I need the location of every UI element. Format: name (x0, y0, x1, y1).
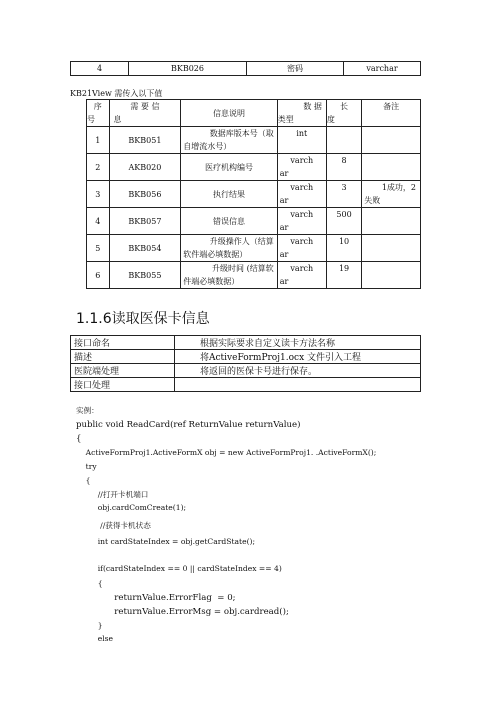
code-line: obj.cardComCreate(1); (76, 503, 187, 512)
cell-code: BKB055 (109, 262, 181, 289)
code-line: public void ReadCard(ref ReturnValue returnValue) (76, 420, 301, 430)
iface-key: 描述 (71, 350, 175, 364)
cell-desc-line: 软件端必填数据） (183, 250, 248, 259)
top-cell-desc: 密码 (247, 62, 344, 76)
code-comment: //打开卡机端口 (76, 490, 149, 499)
top-table (70, 61, 421, 76)
cell-desc-line: 错误信息 (213, 216, 245, 226)
cell-desc-line: 执行结果 (213, 189, 245, 199)
code-line: { (76, 579, 103, 588)
code-line: { (76, 476, 91, 485)
example-label: 实例： (76, 406, 99, 415)
header-type-line1: 数 据 (303, 102, 322, 111)
params-table (86, 99, 421, 289)
top-cell-code: BKB026 (129, 62, 247, 76)
cell-desc-line: 升级时间 (结算软 (212, 264, 274, 273)
cell-len: 10 (326, 235, 361, 262)
code-line: if(cardStateIndex == 0 || cardStateIndex == 4) (76, 564, 282, 573)
code-line: { (76, 434, 82, 444)
table-caption: KB21View 需传入以下值 (70, 89, 163, 98)
top-cell-no: 4 (71, 62, 129, 76)
section-title: 1.1.6读取医保卡信息 (76, 311, 210, 327)
cell-code: BKB056 (109, 181, 181, 208)
cell-no: 2 (87, 154, 110, 181)
code-line: try (76, 462, 97, 471)
iface-key: 医院端处理 (71, 364, 175, 378)
table-row (87, 181, 421, 208)
code-line: returnValue.ErrorFlag = 0; (76, 593, 236, 603)
cell-len (326, 127, 361, 154)
iface-row (71, 336, 421, 350)
cell-type-line: varch (290, 237, 314, 246)
iface-key: 接口处理 (71, 378, 175, 392)
iface-row (71, 364, 421, 378)
cell-desc (181, 154, 277, 181)
cell-type (277, 154, 326, 181)
cell-no: 1 (87, 127, 110, 154)
cell-type-line: ar (279, 223, 289, 232)
table-row (87, 262, 421, 289)
code-line: else (76, 634, 114, 643)
cell-note (362, 208, 421, 235)
cell-desc-line: 自增流水号） (183, 142, 232, 151)
table-row (87, 208, 421, 235)
header-desc: 信息说明 (181, 100, 277, 127)
cell-desc-line: 件端必填数据） (183, 277, 240, 286)
cell-desc (181, 235, 277, 262)
cell-desc-line: 升级操作人（结算 (209, 237, 274, 246)
cell-len: 3 (326, 181, 361, 208)
cell-no: 5 (87, 235, 110, 262)
code-line: returnValue.ErrorMsg = obj.cardread(); (76, 607, 289, 617)
table-body (87, 127, 421, 289)
cell-type-line: ar (279, 250, 289, 259)
cell-type (277, 208, 326, 235)
iface-value: 根据实际要求自定义读卡方法名称 (175, 336, 421, 350)
code-comment: //获得卡机状态 (76, 521, 151, 530)
cell-no: 3 (87, 181, 110, 208)
cell-no: 4 (87, 208, 110, 235)
table-row (87, 127, 421, 154)
cell-type-line: varch (290, 210, 314, 219)
header-no-line1: 序 (93, 102, 102, 111)
header-no (87, 100, 110, 127)
cell-len: 500 (326, 208, 361, 235)
header-code (109, 100, 181, 127)
header-code-line2: 息 (113, 115, 122, 124)
cell-note (362, 181, 421, 208)
header-type-line2: 类型 (277, 115, 294, 124)
cell-type-line: ar (279, 277, 289, 286)
table-header-row (87, 100, 421, 127)
cell-desc (181, 127, 277, 154)
cell-type-line: varch (290, 183, 314, 192)
cell-note (362, 262, 421, 289)
header-type (277, 100, 326, 127)
iface-key: 接口命名 (71, 336, 175, 350)
iface-row (71, 350, 421, 364)
cell-code: AKB020 (109, 154, 181, 181)
code-line: } (76, 621, 103, 630)
interface-table (70, 335, 421, 392)
header-no-line2: 号 (87, 115, 95, 124)
header-len (326, 100, 361, 127)
cell-desc (181, 181, 277, 208)
table-row (87, 154, 421, 181)
cell-desc (181, 262, 277, 289)
iface-value: 将ActiveFormProj1.ocx 文件引入工程 (175, 350, 421, 364)
cell-code: BKB054 (109, 235, 181, 262)
header-note: 备注 (362, 100, 421, 127)
header-code-line1: 需 要 信 (130, 102, 160, 111)
cell-type-line: ar (279, 169, 289, 178)
cell-type-line: varch (290, 264, 314, 273)
table-row (87, 235, 421, 262)
cell-type-line: int (296, 129, 308, 138)
iface-value (175, 378, 421, 392)
cell-type (277, 181, 326, 208)
code-line: int cardStateIndex = obj.getCardState(); (76, 537, 256, 546)
top-cell-type: varchar (344, 62, 421, 76)
cell-note (362, 235, 421, 262)
cell-code: BKB057 (109, 208, 181, 235)
cell-desc-line: 数据库版本号（取 (209, 129, 274, 138)
cell-code: BKB051 (109, 127, 181, 154)
cell-desc (181, 208, 277, 235)
cell-len: 19 (326, 262, 361, 289)
header-len-line2: 度 (326, 115, 335, 124)
iface-value: 将返回的医保卡号进行保存。 (175, 364, 421, 378)
cell-note-line: 1成功，2 (381, 183, 416, 192)
cell-note (362, 154, 421, 181)
iface-row (71, 378, 421, 392)
cell-type (277, 127, 326, 154)
cell-type (277, 235, 326, 262)
cell-type-line: varch (290, 156, 314, 165)
cell-note (362, 127, 421, 154)
cell-note-line: 失败 (364, 196, 381, 205)
header-len-line1: 长 (340, 102, 349, 111)
code-line: ActiveFormProj1.ActiveFormX obj = new ActiveFormProj1. .ActiveFormX(); (76, 448, 377, 457)
cell-type (277, 262, 326, 289)
cell-desc-line: 医疗机构编号 (205, 162, 253, 172)
cell-type-line: ar (279, 196, 289, 205)
cell-len: 8 (326, 154, 361, 181)
cell-no: 6 (87, 262, 110, 289)
